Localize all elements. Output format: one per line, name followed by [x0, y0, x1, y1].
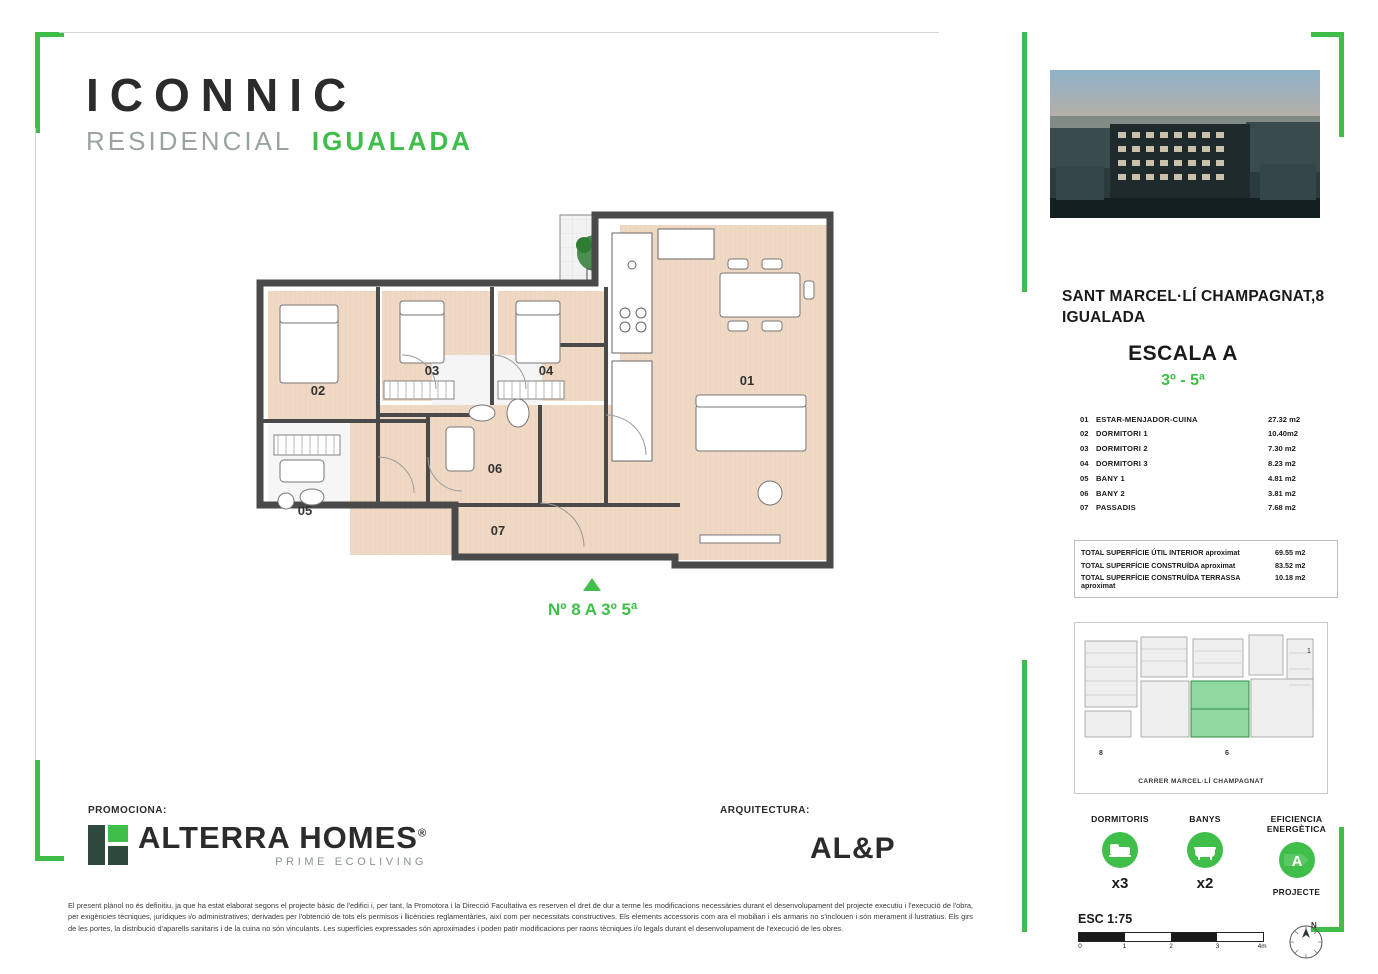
- room-name: BANY 1: [1096, 473, 1125, 483]
- scale-bar: [1078, 932, 1267, 953]
- room-num: 03: [1080, 444, 1089, 454]
- room-num: 06: [1080, 488, 1089, 498]
- total-name: TOTAL SUPERFÍCIE ÚTIL INTERIOR aproximat: [1081, 547, 1240, 557]
- room-legend-row: [1080, 456, 1320, 471]
- decor-corner-top-left: [35, 32, 64, 133]
- total-row: [1081, 572, 1331, 592]
- room-name: DORMITORI 1: [1096, 429, 1148, 439]
- decor-bar-left-top: [1022, 32, 1027, 292]
- promoter-logo: [88, 822, 427, 868]
- address-line-1: SANT MARCEL·LÍ CHAMPAGNAT,8: [1062, 288, 1325, 305]
- room-legend-row: [1080, 442, 1320, 457]
- brand-logo-sub: [86, 126, 473, 157]
- brand-logo-sub-left: RESIDENCIAL: [86, 126, 292, 156]
- room-area: 8.23 m2: [1268, 458, 1296, 468]
- feature-bedrooms: [1080, 814, 1160, 892]
- svg-text:07: 07: [490, 523, 506, 538]
- project-address: [1062, 287, 1332, 329]
- svg-text:01: 01: [739, 373, 755, 388]
- address-line-2: IGUALADA: [1062, 308, 1146, 326]
- svg-text:05: 05: [297, 503, 313, 518]
- room-legend-row: [1080, 486, 1320, 501]
- room-area: 27.32 m2: [1268, 414, 1301, 424]
- floor-plan-drawing: [250, 205, 870, 605]
- svg-text:03: 03: [424, 363, 440, 378]
- bedrooms-label: DORMITORIS: [1091, 814, 1149, 824]
- key-plan-street: CARRER MARCEL·LÍ CHAMPAGNAT: [1138, 778, 1264, 785]
- room-legend-row: [1080, 501, 1320, 516]
- total-value: 83.52 m2: [1275, 560, 1306, 570]
- brand-logo-text: ICONNIC: [86, 69, 358, 121]
- svg-text:04: 04: [538, 363, 554, 378]
- floor-plan: [250, 205, 870, 605]
- scale-tick: 4m: [1257, 943, 1267, 950]
- room-num: 04: [1080, 458, 1089, 468]
- room-area: 10.40m2: [1268, 429, 1298, 439]
- bathtub-icon: [1187, 832, 1223, 868]
- room-num: 05: [1080, 473, 1089, 483]
- svg-text:06: 06: [487, 461, 503, 476]
- rooms-legend: [1080, 412, 1320, 515]
- total-value: 69.55 m2: [1275, 547, 1306, 557]
- brand-logo-sub-right: IGUALADA: [311, 126, 474, 156]
- key-plan-label: 6: [1225, 750, 1229, 757]
- escala-floors: 3º - 5ª: [1161, 372, 1205, 389]
- room-name: ESTAR-MENJADOR-CUINA: [1096, 414, 1198, 424]
- room-area: 3.81 m2: [1268, 488, 1296, 498]
- room-name: PASSADIS: [1096, 503, 1136, 513]
- architect-label: ARQUITECTURA:: [720, 805, 810, 816]
- scale-tick: 2: [1169, 943, 1173, 950]
- svg-text:A: A: [1291, 853, 1302, 870]
- room-area: 7.68 m2: [1268, 503, 1296, 513]
- decor-corner-bottom-left: [35, 760, 64, 861]
- disclaimer-text: El present plànol no és definitiu, ja que ha estat elaborat segons el projecte bàsic de l'edifici i, per tant, la Promotora i la Direcció Facultativa es reserven el dret de dur a terme les modificacions necessàries durant el desenvolupament del projecte executiu i l'execució de l'obra, per exigències tècniques, jurídiques i/o administratives; derivades per l'obtenció de tots els permisos i llicències reglamentàries, així com per necessitats constructives. Els elements accessoris com ara el mobiliari i els armaris no s'inclouen i són merament il·lustratius. Els girs de les portes, la distribució d'aparells sanitaris i de la cuina no són vinculants. Les superfícies expressades són aproximades i poden patir modificacions per raons tècniques i/o legals durant el desenvolupament de l'execució de les obres.: [68, 901, 973, 933]
- unit-pointer-icon: [583, 578, 601, 591]
- promoter-label: PROMOCIONA:: [88, 805, 167, 816]
- divider-left: [35, 128, 36, 760]
- total-row: [1081, 546, 1331, 559]
- total-name: TOTAL SUPERFÍCIE CONSTRUÏDA TERRASSA aproximat: [1081, 573, 1241, 590]
- bedrooms-count: x3: [1111, 875, 1129, 892]
- escala-title: ESCALA A: [1128, 342, 1238, 365]
- compass-icon: [1284, 918, 1328, 962]
- room-legend-row: [1080, 412, 1320, 427]
- room-name: DORMITORI 3: [1096, 458, 1148, 468]
- room-area: 4.81 m2: [1268, 473, 1296, 483]
- promoter-name: ALTERRA HOMES®: [138, 820, 428, 855]
- svg-text:02: 02: [310, 383, 326, 398]
- architect-name: AL&P: [810, 832, 896, 865]
- energy-label: EFICIENCIA ENERGÈTICA: [1266, 814, 1327, 834]
- scale-bar-ticks: [1078, 943, 1267, 953]
- feature-bathrooms: [1170, 814, 1240, 892]
- key-plan-label: 8: [1099, 750, 1103, 757]
- key-plan-drawing: [1075, 623, 1325, 773]
- room-num: 02: [1080, 429, 1089, 439]
- room-name: BANY 2: [1096, 488, 1125, 498]
- bed-icon: [1102, 832, 1138, 868]
- bathrooms-count: x2: [1196, 875, 1214, 892]
- total-value: 10.18 m2: [1275, 573, 1306, 583]
- room-num: 07: [1080, 503, 1089, 513]
- key-plan: [1074, 622, 1328, 794]
- promoter-mark-icon: [88, 825, 128, 865]
- energy-grade-icon: [1279, 842, 1315, 878]
- key-plan-label: 1: [1307, 648, 1311, 655]
- bathrooms-label: BANYS: [1189, 814, 1221, 824]
- building-photo: [1050, 70, 1320, 218]
- brand-logo: [86, 69, 474, 157]
- room-legend-row: [1080, 427, 1320, 442]
- feature-energy: [1244, 814, 1349, 897]
- total-row: [1081, 559, 1331, 572]
- unit-label: Nº 8 A 3º 5ª: [548, 600, 638, 619]
- scale-label: ESC 1:75: [1078, 912, 1133, 926]
- total-name: TOTAL SUPERFÍCIE CONSTRUÏDA aproximat: [1081, 560, 1236, 570]
- room-legend-row: [1080, 471, 1320, 486]
- divider-top: [59, 32, 939, 33]
- scale-tick: 3: [1215, 943, 1220, 950]
- room-area: 7.30 m2: [1268, 444, 1296, 454]
- room-num: 01: [1080, 414, 1089, 424]
- svg-text:N: N: [1311, 921, 1317, 930]
- scale-bar-segments: [1078, 932, 1264, 942]
- room-name: DORMITORI 2: [1096, 444, 1148, 454]
- registered-icon: ®: [417, 827, 428, 840]
- promoter-tagline: PRIME ECOLIVING: [275, 856, 428, 868]
- brand-logo-main: [86, 69, 473, 121]
- info-panel: [1022, 32, 1344, 950]
- scale-tick: 1: [1122, 943, 1127, 950]
- energy-note: PROJECTE: [1272, 887, 1321, 897]
- totals-box: [1074, 540, 1338, 598]
- decor-bar-left-bottom: [1022, 660, 1027, 932]
- scale-tick: 0: [1078, 943, 1082, 950]
